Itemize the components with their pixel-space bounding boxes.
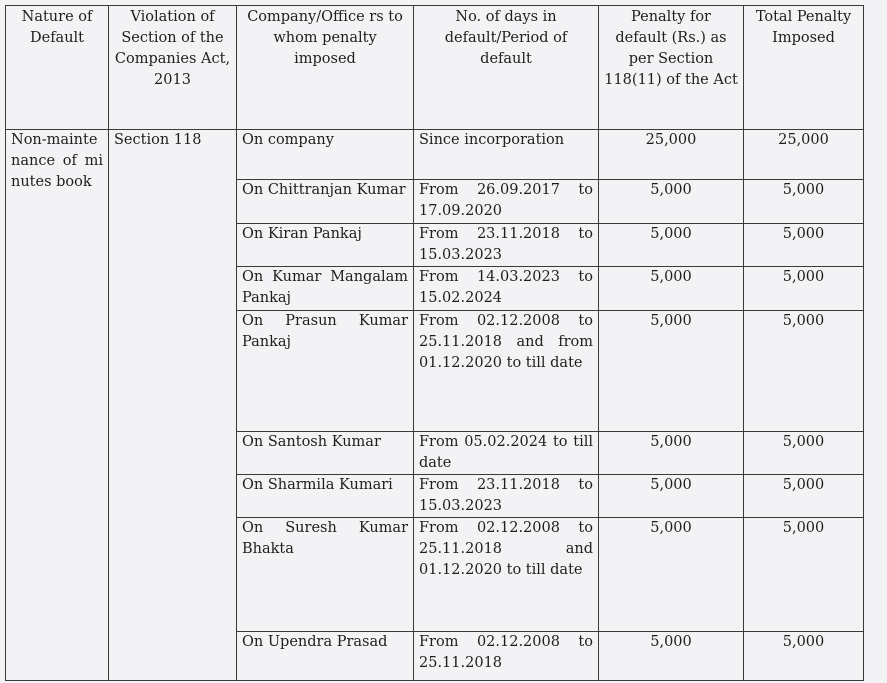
party-cell: On Upendra Prasad	[237, 632, 414, 681]
penalty-cell: 5,000	[599, 432, 744, 475]
party-cell: On Sharmila Kumari	[237, 475, 414, 518]
total-cell: 25,000	[744, 130, 864, 180]
total-cell: 5,000	[744, 267, 864, 311]
period-cell: From 14.03.2023 to 15.02.2024	[414, 267, 599, 311]
penalty-cell: 5,000	[599, 267, 744, 311]
period-cell: From 02.12.2008 to 25.11.2018	[414, 632, 599, 681]
party-cell: On Kiran Pankaj	[237, 224, 414, 267]
party-cell: On Kumar Mangalam Pankaj	[237, 267, 414, 311]
nature-of-default-cell: Non-maintenance of minutes book	[6, 130, 109, 681]
penalty-cell: 5,000	[599, 632, 744, 681]
party-cell: On Suresh Kumar Bhakta	[237, 518, 414, 632]
violation-section-cell: Section 118	[109, 130, 237, 681]
period-cell: From 02.12.2008 to 25.11.2018 and from 01.12.2020 to till date	[414, 311, 599, 432]
penalty-table	[5, 5, 864, 681]
total-cell: 5,000	[744, 311, 864, 432]
period-cell: From 23.11.2018 to 15.03.2023	[414, 224, 599, 267]
party-cell: On Prasun Kumar Pankaj	[237, 311, 414, 432]
total-cell: 5,000	[744, 224, 864, 267]
penalty-cell: 5,000	[599, 180, 744, 224]
period-cell: Since incorporation	[414, 130, 599, 180]
header-penalty-for-default: Penalty for default (Rs.) as per Section 118(11) of the Act	[599, 6, 744, 130]
header-nature-of-default: Nature of Default	[6, 6, 109, 130]
party-cell: On Santosh Kumar	[237, 432, 414, 475]
total-cell: 5,000	[744, 180, 864, 224]
penalty-cell: 5,000	[599, 518, 744, 632]
header-period-of-default: No. of days in default/Period of default	[414, 6, 599, 130]
penalty-cell: 5,000	[599, 224, 744, 267]
header-total-penalty: Total Penalty Imposed	[744, 6, 864, 130]
total-cell: 5,000	[744, 518, 864, 632]
penalty-cell: 5,000	[599, 311, 744, 432]
period-cell: From 05.02.2024 to till date	[414, 432, 599, 475]
party-cell: On company	[237, 130, 414, 180]
period-cell: From 23.11.2018 to 15.03.2023	[414, 475, 599, 518]
header-violation-section: Violation of Section of the Companies Act, 2013	[109, 6, 237, 130]
total-cell: 5,000	[744, 632, 864, 681]
total-cell: 5,000	[744, 432, 864, 475]
period-cell: From 26.09.2017 to 17.09.2020	[414, 180, 599, 224]
party-cell: On Chittranjan Kumar	[237, 180, 414, 224]
period-cell: From 02.12.2008 to 25.11.2018 and 01.12.2020 to till date	[414, 518, 599, 632]
total-cell: 5,000	[744, 475, 864, 518]
table-row	[6, 130, 864, 180]
penalty-cell: 5,000	[599, 475, 744, 518]
header-row	[6, 6, 864, 130]
header-company-officers: Company/Office rs to whom penalty imposed	[237, 6, 414, 130]
penalty-cell: 25,000	[599, 130, 744, 180]
